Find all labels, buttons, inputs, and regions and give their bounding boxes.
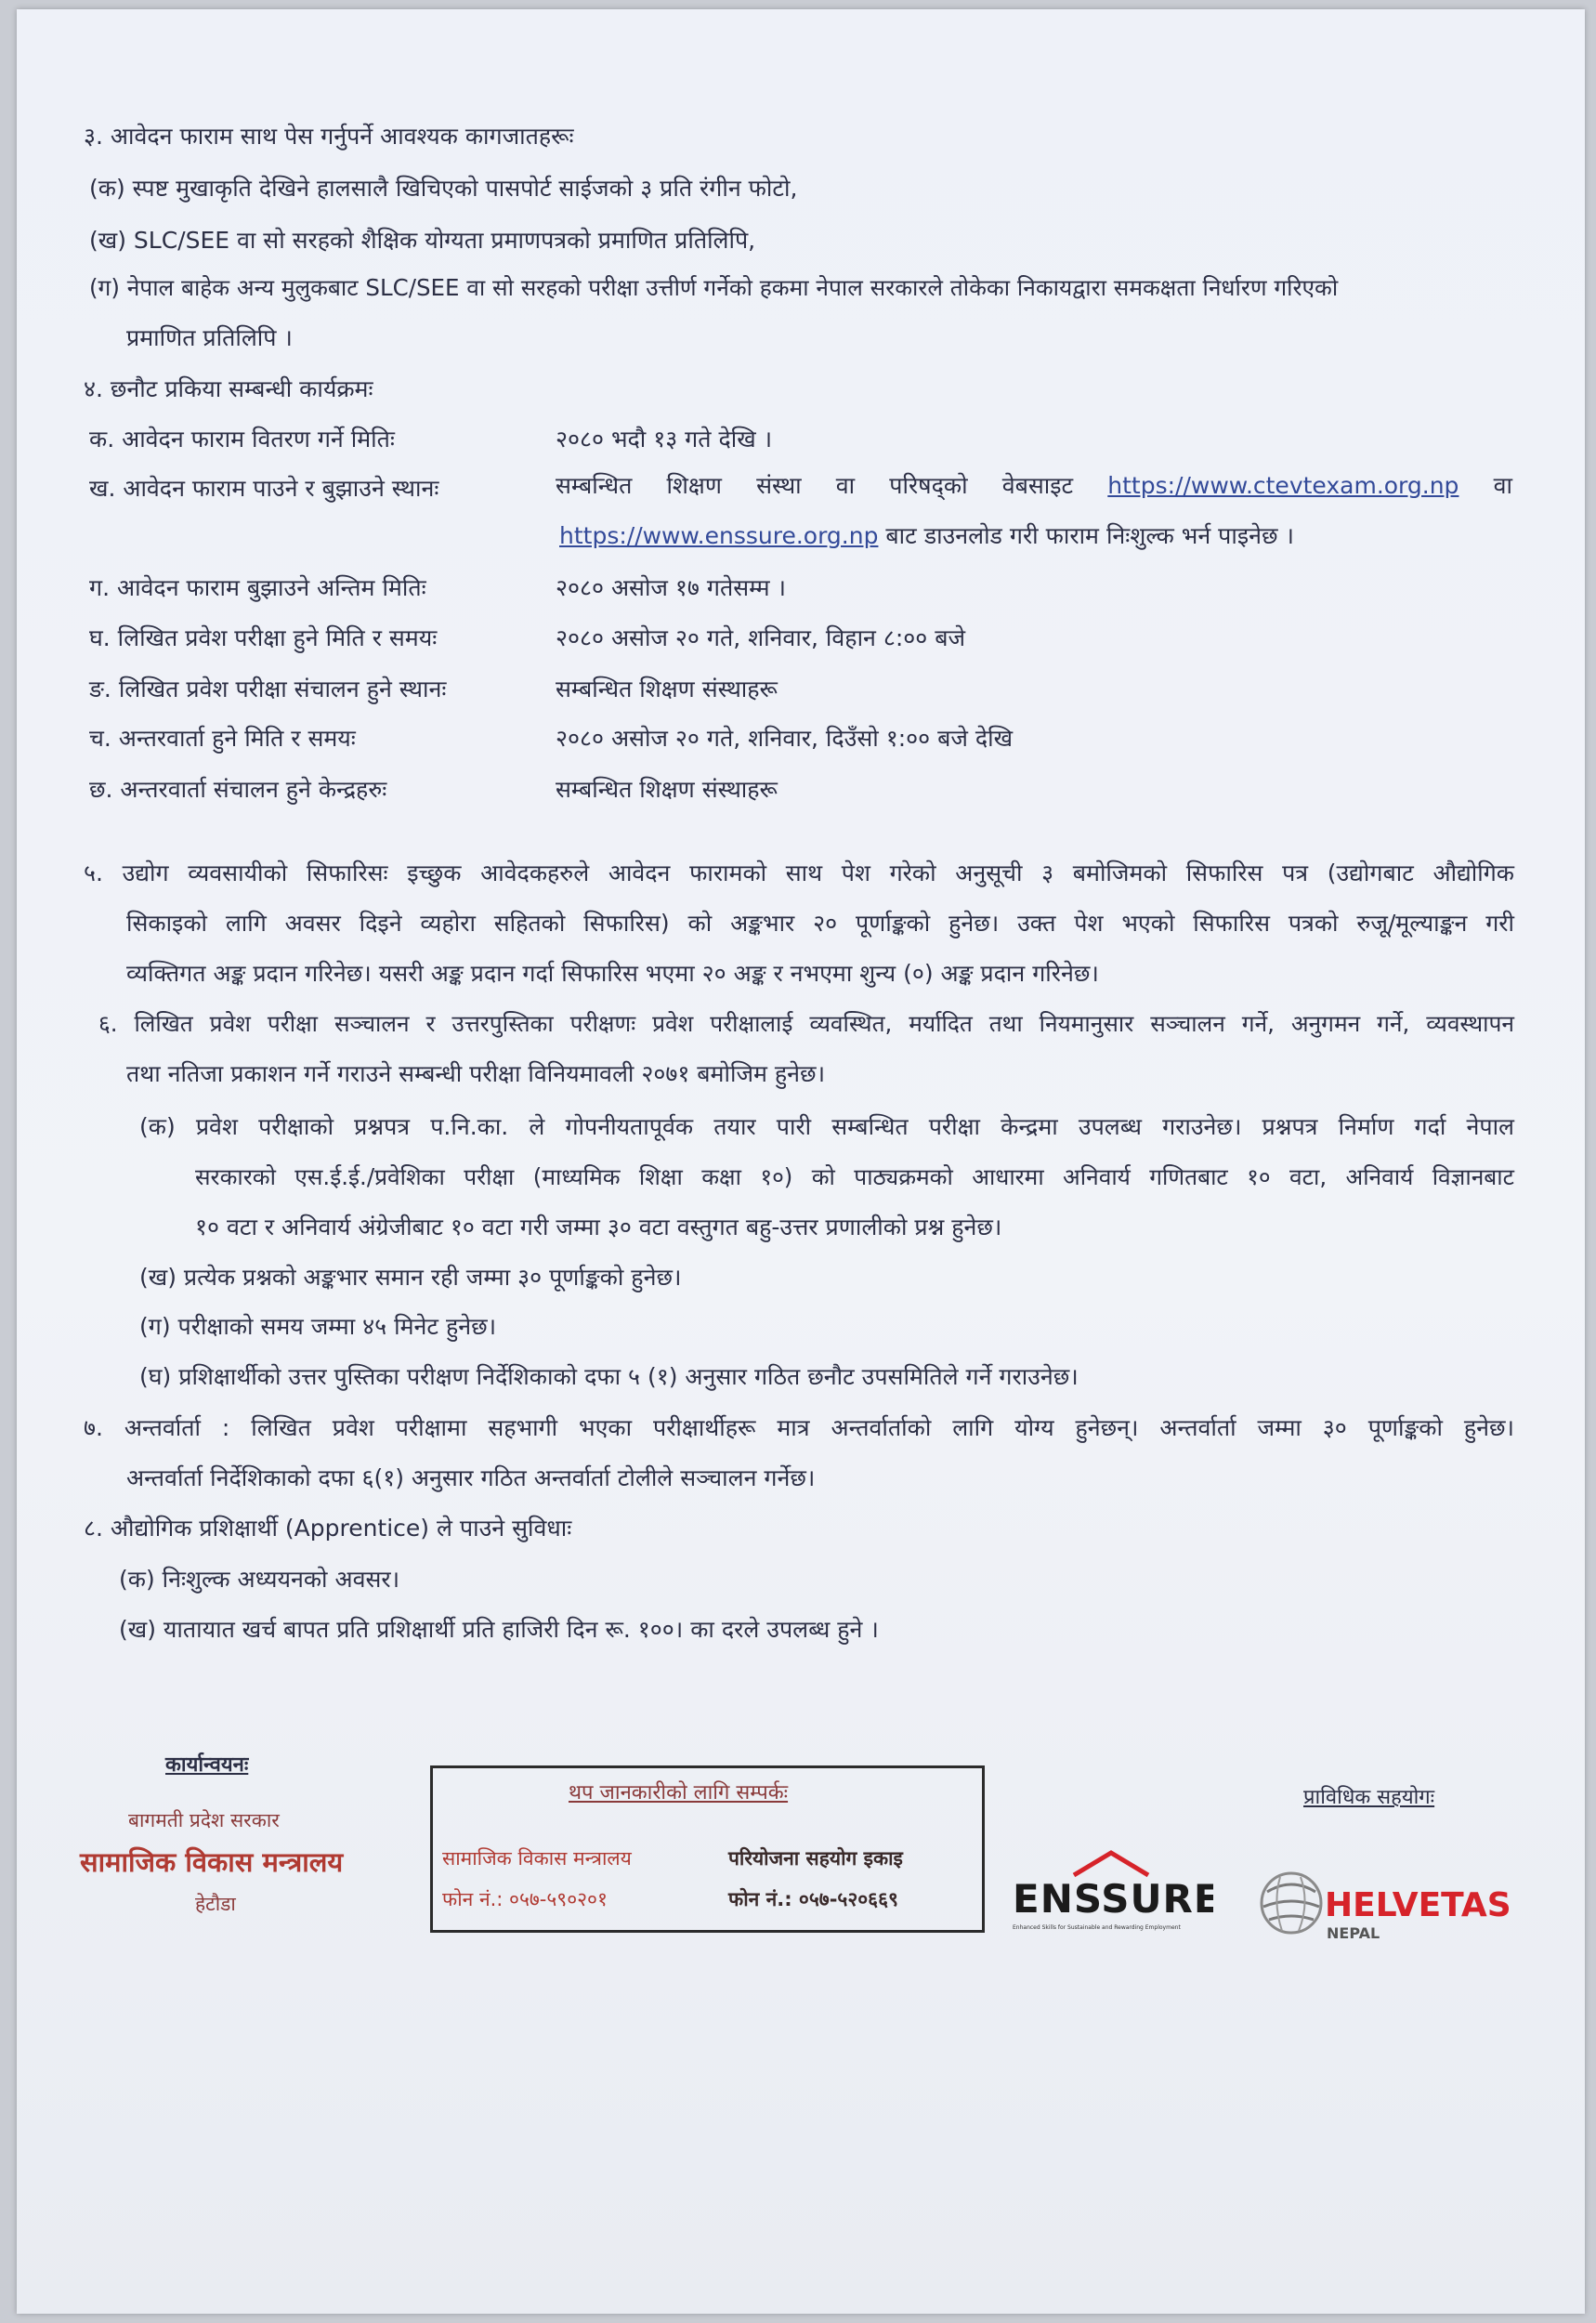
enssure-wordmark: ENSSURE	[1013, 1876, 1213, 1922]
section3-item-ka: (क) स्पष्ट मुखाकृति देखिने हालसालै खिचिएको पासपोर्ट साईजको ३ प्रति रंगीन फोटो,	[89, 175, 798, 202]
value-word: सम्बन्धित	[556, 472, 633, 499]
section6-line2: तथा नतिजा प्रकाशन गर्ने गराउने सम्बन्धी परीक्षा विनियमावली २०७१ बमोजिम हुनेछ।	[126, 1060, 826, 1087]
schedule-label: ख. आवेदन फाराम पाउने र बुझाउने स्थानः	[89, 475, 439, 502]
schedule-label: च. अन्तरवार्ता हुने मिति र समयः	[89, 725, 356, 752]
technical-support-heading: प्राविधिक सहयोगः	[1303, 1786, 1435, 1809]
section3-heading: ३. आवेदन फाराम साथ पेस गर्नुपर्ने आवश्यक कागजातहरूः	[84, 123, 574, 150]
contact-ministry-title: सामाजिक विकास मन्त्रालय	[442, 1847, 632, 1870]
section3-item-kha: (ख) SLC/SEE वा सो सरहको शैक्षिक योग्यता प्रमाणपत्रको प्रमाणित प्रतिलिपि,	[89, 227, 756, 254]
section5-line2: सिकाइको लागि अवसर दिइने व्यहोरा सहितको सिफारिस) को अङ्कभार २० पूर्णाङ्कको हुनेछ। उक्त पेश भएको सिफारिस पत्रको रुजू/मूल्याङ्कन गरी	[126, 910, 1514, 937]
section6-kha: (ख) प्रत्येक प्रश्नको अङ्कभार समान रही जम्मा ३० पूर्णाङ्कको हुनेछ।	[139, 1264, 682, 1291]
schedule-label: घ. लिखित प्रवेश परीक्षा हुने मिति र समयः	[89, 624, 438, 651]
schedule-label: ग. आवेदन फाराम बुझाउने अन्तिम मितिः	[89, 574, 426, 601]
section6-ga: (ग) परीक्षाको समय जम्मा ४५ मिनेट हुनेछ।	[139, 1313, 497, 1340]
globe-icon	[1262, 1873, 1321, 1933]
contact-project-title: परियोजना सहयोग इकाइ	[728, 1847, 903, 1870]
ctevt-exam-link[interactable]: https://www.ctevtexam.org.np	[1107, 472, 1459, 499]
schedule-value: २०८० असोज १७ गतेसम्म ।	[556, 574, 786, 601]
roof-icon	[1074, 1853, 1148, 1875]
enssure-tagline: Enhanced Skills for Sustainable and Rewarding Employment	[1013, 1924, 1181, 1931]
enssure-logo-graphic	[1009, 1847, 1213, 1936]
schedule-value: सम्बन्धित शिक्षण संस्थाहरू	[556, 676, 778, 702]
enssure-link[interactable]: https://www.enssure.org.np	[559, 522, 879, 549]
document-page	[17, 9, 1585, 2314]
section6-ka-line2: सरकारको एस.ई.ई./प्रवेशिका परीक्षा (माध्यमिक शिक्षा कक्षा १०) को पाठ्यक्रमको आधारमा अनिवार्य गणितबाट १० वटा, अनिवार्य विज्ञानबाट	[195, 1163, 1514, 1190]
schedule-value: सम्बन्धित शिक्षण संस्थाहरू	[556, 776, 778, 803]
section8-ka: (क) निःशुल्क अध्ययनको अवसर।	[119, 1566, 400, 1593]
value-word: शिक्षण	[666, 472, 722, 499]
helvetas-wordmark: HELVETAS	[1325, 1886, 1511, 1924]
section8-kha: (ख) यातायात खर्च बापत प्रति प्रशिक्षार्थी प्रति हाजिरी दिन रू. १००। का दरले उपलब्ध हुने ।	[119, 1616, 879, 1643]
section8-heading: ८. औद्योगिक प्रशिक्षार्थी (Apprentice) ले पाउने सुविधाः	[84, 1515, 572, 1542]
schedule-label: क. आवेदन फाराम वितरण गर्ने मितिः	[89, 426, 395, 453]
value-word: वा	[1493, 472, 1512, 499]
schedule-value-line2	[559, 520, 1294, 552]
schedule-value-row	[556, 470, 1512, 502]
contact-project-phone: फोन नं.: ०५७-५२०६६९	[728, 1888, 898, 1910]
section6-ka-line3: १० वटा र अनिवार्य अंग्रेजीबाट १० वटा गरी जम्मा ३० वटा वस्तुगत बहु-उत्तर प्रणालीको प्रश्न हुनेछ।	[195, 1214, 1002, 1240]
schedule-label: ङ. लिखित प्रवेश परीक्षा संचालन हुने स्थानः	[89, 676, 447, 702]
section5-line1: ५. उद्योग व्यवसायीको सिफारिसः इच्छुक आवेदकहरुले आवेदन फारामको साथ पेश गरेको अनुसूची ३ बमोजिमको सिफारिस पत्र (उद्योगबाट औद्योगिक	[84, 860, 1514, 886]
contact-heading: थप जानकारीको लागि सम्पर्कः	[569, 1781, 789, 1805]
section7-line2: अन्तर्वार्ता निर्देशिकाको दफा ६(१) अनुसार गठित अन्तर्वार्ता टोलीले सञ्चालन गर्नेछ।	[126, 1464, 816, 1491]
section6-line1: ६. लिखित प्रवेश परीक्षा सञ्चालन र उत्तरपुस्तिका परीक्षणः प्रवेश परीक्षालाई व्यवस्थित, मर्यादित तथा नियमानुसार सञ्चालन गर्ने, अनुगमन गर्ने, व्यवस्थापन	[98, 1010, 1514, 1037]
section3-item-ga-cont: प्रमाणित प्रतिलिपि ।	[126, 324, 293, 351]
value-word: संस्था	[756, 472, 802, 499]
helvetas-logo-graphic	[1252, 1858, 1531, 1951]
implementation-heading: कार्यान्वयनः	[165, 1753, 249, 1777]
section7-line1: ७. अन्तर्वार्ता : लिखित प्रवेश परीक्षामा सहभागी भएका परीक्षार्थीहरू मात्र अन्तर्वार्ताको लागि योग्य हुनेछन्। अन्तर्वार्ता जम्मा ३० पूर्णाङ्कको हुनेछ।	[84, 1414, 1514, 1441]
value-word: वा	[835, 472, 856, 499]
helvetas-country: NEPAL	[1327, 1924, 1380, 1942]
download-text: बाट डाउनलोड गरी फाराम निःशुल्क भर्न पाइनेछ ।	[878, 522, 1294, 549]
enssure-logo	[1009, 1847, 1213, 1936]
section6-gha: (घ) प्रशिक्षार्थीको उत्तर पुस्तिका परीक्षण निर्देशिकाको दफा ५ (१) अनुसार गठित छनौट उपसमितिले गर्ने गराउनेछ।	[139, 1363, 1079, 1390]
section3-item-ga: (ग) नेपाल बाहेक अन्य मुलुकबाट SLC/SEE वा सो सरहको परीक्षा उत्तीर्ण गर्नेको हकमा नेपाल सरकारले तोकेका निकायद्वारा समकक्षता निर्धारण गरिएको	[89, 274, 1339, 301]
value-word: परिषद्को	[889, 472, 968, 499]
helvetas-logo	[1252, 1858, 1531, 1951]
province-government: बागमती प्रदेश सरकार	[128, 1809, 280, 1831]
schedule-value: २०८० भदौ १३ गते देखि ।	[556, 426, 773, 453]
section5-line3: व्यक्तिगत अङ्क प्रदान गरिनेछ। यसरी अङ्क प्रदान गर्दा सिफारिस भएमा २० अङ्क र नभएमा शुन्य (०) अङ्क प्रदान गरिनेछ।	[126, 960, 1099, 987]
schedule-value: २०८० असोज २० गते, शनिवार, दिउँसो १:०० बजे देखि	[556, 725, 1014, 752]
contact-box	[430, 1765, 985, 1933]
ministry-location: हेटौडा	[195, 1893, 236, 1915]
schedule-value: २०८० असोज २० गते, शनिवार, विहान ८:०० बजे	[556, 624, 966, 651]
value-word: वेबसाइट	[1001, 472, 1074, 499]
schedule-label: छ. अन्तरवार्ता संचालन हुने केन्द्रहरुः	[89, 776, 387, 803]
contact-ministry-phone: फोन नं.: ०५७-५९०२०१	[442, 1888, 608, 1910]
section4-heading: ४. छनौट प्रकिया सम्बन्धी कार्यक्रमः	[84, 375, 373, 402]
section6-ka-line1: (क) प्रवेश परीक्षाको प्रश्नपत्र प.नि.का. ले गोपनीयतापूर्वक तयार पारी सम्बन्धित परीक्षा केन्द्रमा उपलब्ध गराउनेछ। प्रश्नपत्र निर्माण गर्दा नेपाल	[139, 1113, 1514, 1140]
ministry-name: सामाजिक विकास मन्त्रालय	[80, 1846, 344, 1878]
